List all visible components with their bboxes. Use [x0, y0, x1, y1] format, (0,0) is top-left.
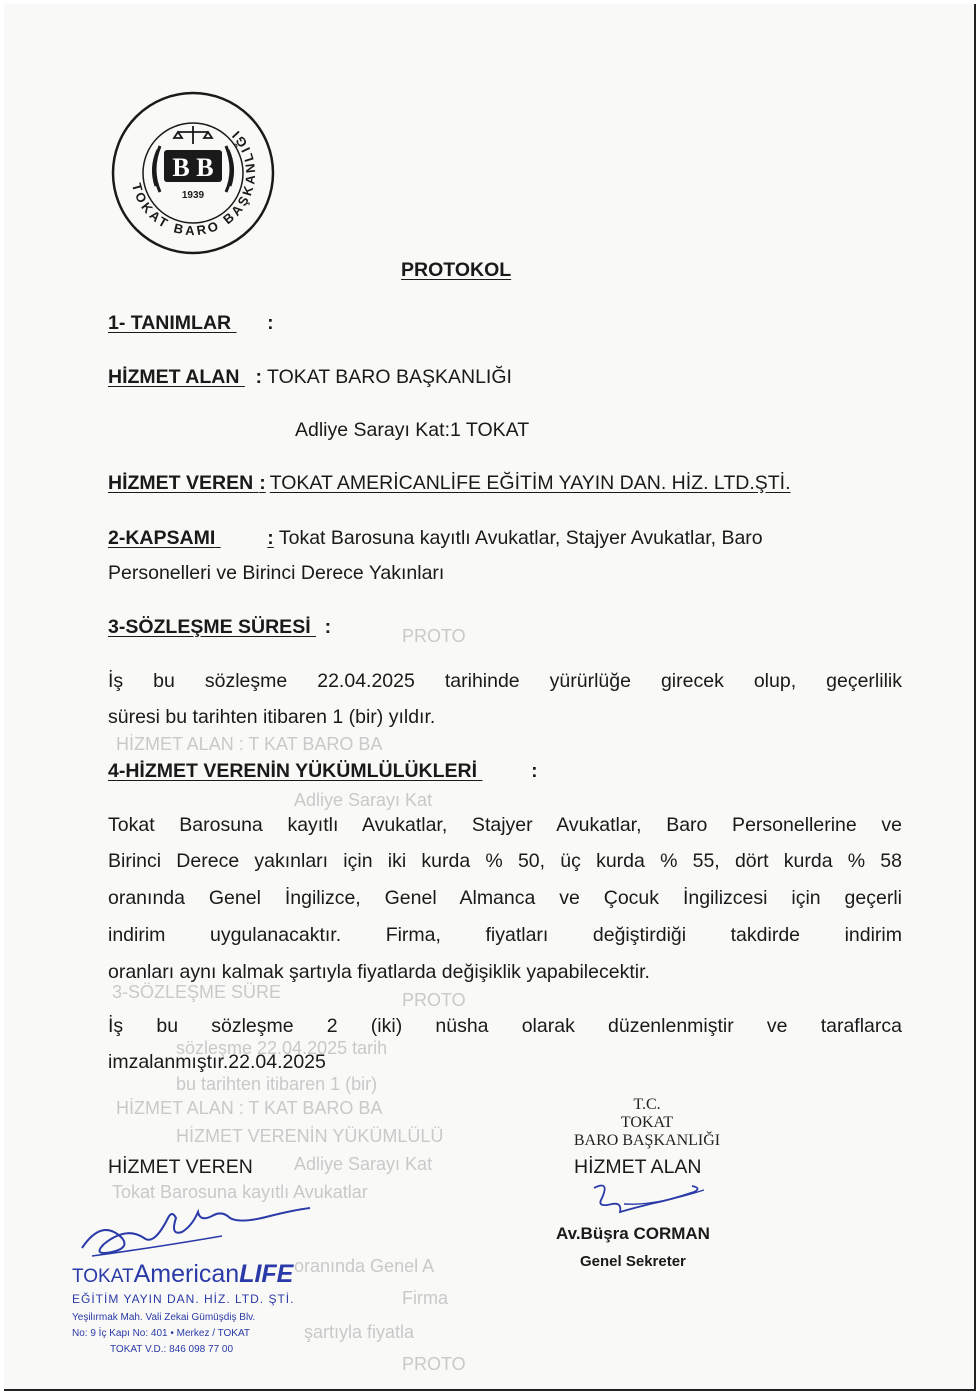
provider-brand: [72, 1260, 293, 1289]
provider-stamp-line-4: TOKAT V.D.: 846 098 77 00: [110, 1344, 234, 1355]
service-provider-row: [108, 472, 791, 495]
service-provider-label: HİZMET VEREN: [108, 472, 254, 494]
provider-brand-suffix: LIFE: [239, 1260, 294, 1288]
section-1: [108, 312, 274, 335]
svg-text:TOKAT BARO BAŞKANLIĞI: TOKAT BARO BAŞKANLIĞI: [128, 125, 259, 239]
section-4-colon: :: [531, 760, 538, 782]
recipient-signature-scribble: [584, 1174, 724, 1224]
svg-text:1939: 1939: [181, 190, 205, 201]
section-2-line-2: Personelleri ve Birinci Derece Yakınları: [108, 562, 445, 584]
ghost-line: PROTO: [402, 1354, 466, 1374]
ghost-line: HİZMET ALAN : T KAT BARO BA: [116, 1098, 383, 1118]
provider-brand-main: American: [133, 1260, 240, 1288]
section-4-line-5: oranları aynı kalmak şartıyla fiyatlarda değişiklik yapabilecektir.: [108, 961, 650, 983]
heading-underline-gap: [215, 527, 267, 550]
section-1-heading: 1- TANIMLAR: [108, 312, 232, 334]
ghost-line: HİZMET ALAN : T KAT BARO BA: [116, 734, 383, 754]
heading-underline-gap: [231, 312, 267, 335]
provider-company-stamp: [62, 1200, 342, 1370]
recipient-stamp-org: BARO BAŞKANLIĞI: [573, 1132, 721, 1149]
bar-association-seal: [108, 88, 278, 258]
service-recipient-address: Adliye Sarayı Kat:1 TOKAT: [295, 419, 530, 441]
label-underline-gap: [239, 366, 255, 389]
section-1-colon: :: [267, 312, 274, 334]
ghost-line: şartıyla fiyatla: [304, 1322, 415, 1342]
provider-stamp-line-2: Yeşilırmak Mah. Vali Zekai Gümüşdiş Blv.: [72, 1312, 256, 1323]
ghost-line: HİZMET VERENİN YÜKÜMLÜLÜ: [176, 1126, 444, 1146]
section-3: [108, 616, 331, 639]
ghost-line: Firma: [402, 1288, 448, 1308]
service-recipient-label: HİZMET ALAN: [108, 366, 240, 388]
ghost-line: PROTO: [402, 990, 466, 1010]
seal-graphic: [108, 88, 278, 258]
svg-text:B B: B B: [172, 153, 214, 182]
closing-line-2: imzalanmıştır.22.04.2025: [108, 1051, 326, 1073]
recipient-signatory-name: Av.Büşra CORMAN: [556, 1224, 710, 1243]
document-title: PROTOKOL: [401, 259, 512, 281]
heading-underline-gap: [311, 616, 325, 639]
heading-underline-gap: [477, 760, 517, 783]
ghost-line: Adliye Sarayı Kat: [294, 1154, 433, 1174]
section-2-text: Tokat Barosuna kayıtlı Avukatlar, Stajyer Avukatlar, Baro: [278, 527, 763, 549]
service-recipient-colon: :: [255, 366, 262, 388]
section-4-heading: 4-HİZMET VERENİN YÜKÜMLÜLÜKLERİ: [108, 760, 478, 782]
ghost-line: PROTO: [402, 626, 466, 646]
ghost-line: Adliye Sarayı Kat: [294, 790, 433, 810]
service-provider-colon: :: [259, 472, 266, 494]
recipient-signature-label: HİZMET ALAN: [574, 1156, 702, 1178]
section-3-heading: 3-SÖZLEŞME SÜRESİ: [108, 616, 311, 638]
section-4-line-4: indirim uygulanacaktır. Firma, fiyatları değiştirdiği takdirde indirim: [108, 924, 902, 946]
closing-line-1: İş bu sözleşme 2 (iki) nüsha olarak düzenlenmiştir ve taraflarca: [108, 1015, 902, 1037]
service-recipient-value: TOKAT BARO BAŞKANLIĞI: [267, 366, 512, 388]
section-4-line-3: oranında Genel İngilizce, Genel Almanca ve Çocuk İngilizcesi için geçerli: [108, 887, 902, 909]
section-4: [108, 760, 538, 783]
service-recipient-row: [108, 366, 512, 389]
section-3-line-1: İş bu sözleşme 22.04.2025 tarihinde yürürlüğe girecek olup, geçerlilik: [108, 670, 902, 692]
section-2-colon: :: [267, 527, 274, 549]
section-3-line-2: süresi bu tarihten itibaren 1 (bir) yıldır.: [108, 706, 436, 728]
section-4-line-1: Tokat Barosuna kayıtlı Avukatlar, Stajyer Avukatlar, Baro Personellerine ve: [108, 814, 902, 836]
service-provider-value: TOKAT AMERİCANLİFE EĞİTİM YAYIN DAN. HİZ. LTD.ŞTİ.: [269, 472, 791, 494]
section-3-colon: :: [324, 616, 332, 638]
provider-stamp-line-3: No: 9 İç Kapı No: 401 • Merkez / TOKAT: [72, 1328, 251, 1339]
recipient-signatory-role: Genel Sekreter: [580, 1253, 686, 1270]
recipient-stamp: [552, 1096, 742, 1150]
provider-brand-prefix: TOKAT: [72, 1266, 134, 1287]
ghost-line: sözleşme 22.04.2025 tarih: [176, 1038, 388, 1058]
ghost-line: oranında Genel A: [294, 1256, 435, 1276]
recipient-stamp-tc: T.C.: [633, 1096, 661, 1113]
recipient-stamp-city: TOKAT: [620, 1114, 674, 1131]
section-2-line-1: [108, 527, 903, 550]
ghost-line: 3-SÖZLEŞME SÜRE: [112, 982, 282, 1002]
document-page: [4, 4, 976, 1391]
section-4-line-2: Birinci Derece yakınları için iki kurda % 50, üç kurda % 55, dört kurda % 58: [108, 850, 902, 872]
ghost-line: bu tarihten itibaren 1 (bir): [176, 1074, 378, 1094]
ghost-line: Tokat Barosuna kayıtlı Avukatlar: [112, 1182, 368, 1202]
provider-signature-label: HİZMET VEREN: [108, 1156, 253, 1178]
provider-stamp-line-1: EĞİTİM YAYIN DAN. HİZ. LTD. ŞTİ.: [72, 1292, 295, 1306]
section-2-heading: 2-KAPSAMI: [108, 527, 216, 549]
